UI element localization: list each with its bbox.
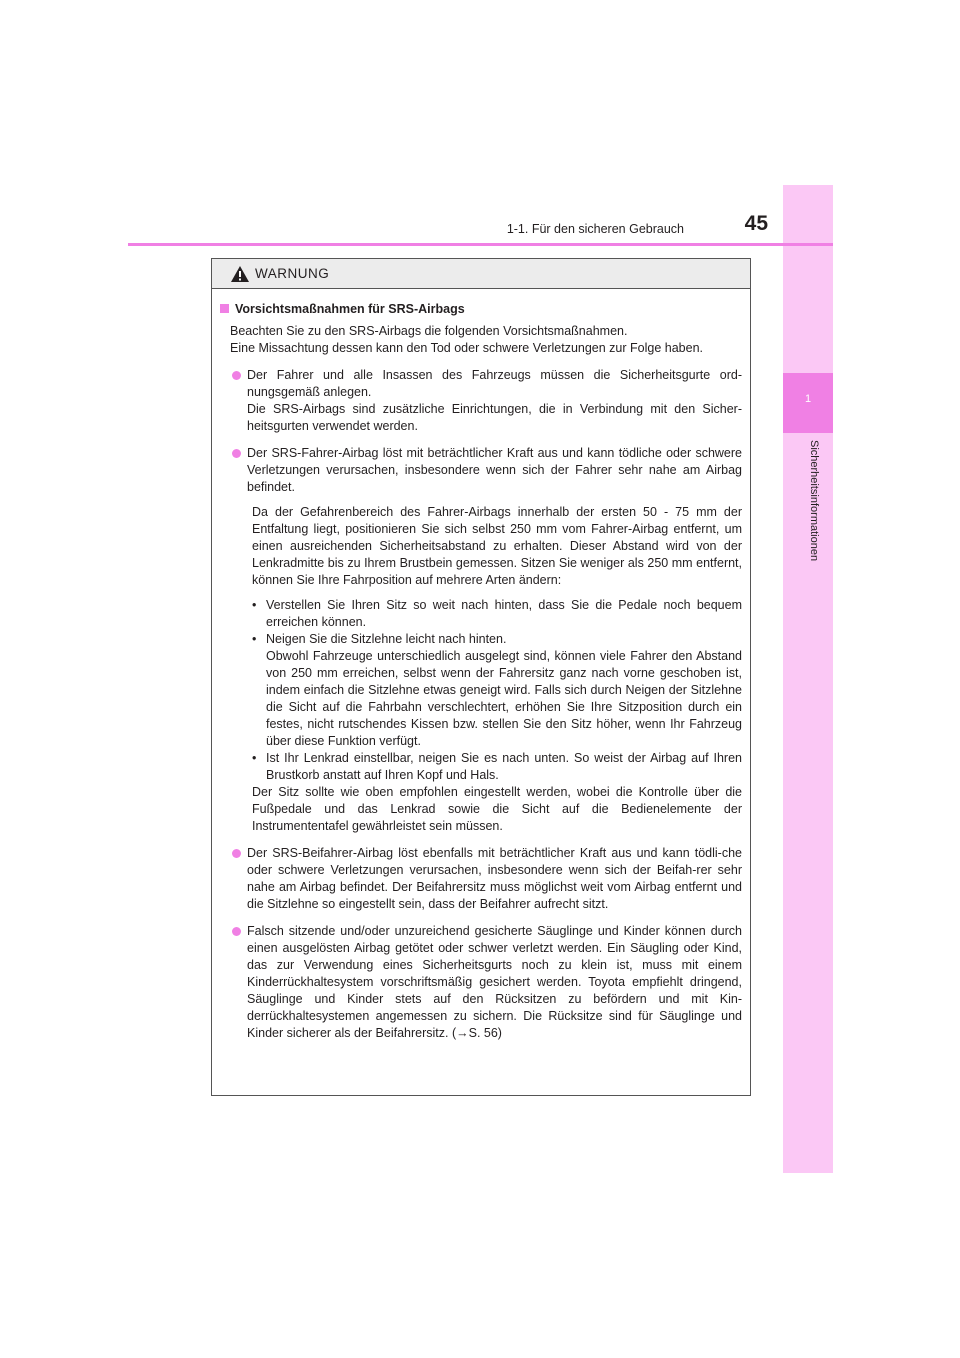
heading-text: Vorsichtsmaßnahmen für SRS-Airbags	[235, 302, 465, 316]
bullet-dot-icon	[232, 849, 241, 858]
warning-heading	[220, 301, 742, 318]
bullet-1a-text: Der Fahrer und alle Insassen des Fahrzeugs müssen die Sicherheitsgurte ord-nungsgemäß anlegen.	[247, 368, 742, 399]
square-bullet-icon	[220, 304, 229, 313]
bullet-dot-icon	[232, 449, 241, 458]
sub-list-item	[252, 597, 742, 631]
list-item	[220, 445, 742, 496]
sub-1-text: Verstellen Sie Ihren Sitz so weit nach hinten, dass Sie die Pedale noch bequem erreichen können.	[266, 598, 742, 629]
bullet-dot-icon	[232, 927, 241, 936]
warning-box	[211, 258, 751, 1096]
sub-bullet-mark: •	[252, 751, 257, 765]
intro-paragraph	[220, 323, 742, 357]
sub-3-text: Ist Ihr Lenkrad einstellbar, neigen Sie es nach unten. So weist der Airbag auf Ihren Brustkorb anstatt auf Ihren Kopf und Hals.	[266, 751, 742, 782]
warning-title: WARNUNG	[255, 266, 330, 281]
warning-header	[212, 259, 750, 289]
bullet-3-text: Der SRS-Beifahrer-Airbag löst ebenfalls mit beträchtlicher Kraft aus und kann tödli-che oder schwere Verletzungen verursachen, insbesondere wenn sich der Beifah-rer sehr nahe am Airbag befindet. Der Beifahrersitz muss möglichst weit vom Airbag entfernt und die Sitzlehne so eingestellt sein, dass der Beifahrer aufrecht sitzt.	[247, 846, 742, 911]
bullet-4-text: Falsch sitzende und/oder unzureichend gesicherte Säuglinge und Kinder können durch einen ausgelösten Airbag getötet oder schwer verletzt werden. Ein Säugling oder Kind, das zur Verwendung eines Sicherheitsgurts noch zu klein ist, muss mit einem Kinderrückhaltesystem vorschriftsmäßig gesichert werden. Toyota empfiehlt dringend, Säuglinge und Kinder stets auf den Rücksitzen zu befördern und mit Kin-derrückhaltesystemen angemessen zu sichern. Die Rücksitze sind für Säuglinge und Kinder sicherer als der Beifahrersitz. (→S. 56)	[247, 924, 742, 1040]
intro-line-1: Beachten Sie zu den SRS-Airbags die folgenden Vorsichtsmaßnahmen.	[230, 324, 628, 338]
list-item	[220, 845, 742, 913]
bullet-1b-text: Die SRS-Airbags sind zusätzliche Einrichtungen, die in Verbindung mit den Sicher-heitsgurten verwendet werden.	[247, 402, 742, 433]
list-item	[220, 367, 742, 435]
warning-content	[212, 289, 750, 1042]
page-number: 45	[744, 212, 768, 235]
header-rule	[128, 243, 833, 246]
sub-list-item	[252, 750, 742, 784]
warning-triangle-icon	[230, 265, 250, 283]
section-title: 1-1. Für den sicheren Gebrauch	[506, 222, 684, 236]
side-tab-label: Sicherheitsinformationen	[808, 440, 820, 562]
side-tab-number: 1	[783, 373, 833, 433]
sub-bullet-mark: •	[252, 598, 257, 612]
bullet-2-text: Der SRS-Fahrer-Airbag löst mit beträchtlicher Kraft aus und kann tödliche oder schwere Verletzungen verursachen, insbesondere wenn sich der Fahrer sehr nahe am Airbag befindet.	[247, 446, 742, 494]
sub-bullet-mark: •	[252, 632, 257, 646]
sub-2b-text: Obwohl Fahrzeuge unterschiedlich ausgelegt sind, können viele Fahrer den Abstand von 250 mm erreichen, selbst wenn der Fahrersitz ganz nach vorne geschoben ist, indem einfach die Sitzlehne etwas geneigt wird. Falls sich durch Neigen der Sitzlehne die Sicht auf die Fahrbahn verschlechtert, erhöhen Sie Ihre Sitzposition durch ein festes, nicht rutschendes Kissen bzw. stellen Sie den Sitz höher, wenn Ihr Fahrzeug über diese Funktion verfügt.	[266, 649, 742, 748]
sub-list-item	[252, 631, 742, 750]
bullet-2-paragraph: Da der Gefahrenbereich des Fahrer-Airbags innerhalb der ersten 50 - 75 mm der Entfaltung liegt, positionieren Sie sich selbst 250 mm vom Fahrer-Airbag entfernt, um einen ausreichenden Sicherheitsabstand zu erhalten. Dieser Abstand wird von der Lenkradmitte bis zu Ihrem Brustbein gemessen. Sitzen Sie weniger als 250 mm entfernt, können Sie Ihre Fahrposition auf mehrere Arten ändern:	[252, 505, 742, 587]
list-item	[220, 923, 742, 1042]
side-tab	[783, 185, 833, 1173]
sub-2a-text: Neigen Sie die Sitzlehne leicht nach hinten.	[266, 632, 507, 646]
intro-line-2: Eine Missachtung dessen kann den Tod oder schwere Verletzungen zur Folge haben.	[230, 341, 703, 355]
bullet-2-note: Der Sitz sollte wie oben empfohlen eingestellt werden, wobei die Kontrolle über die Fußpedale und das Lenkrad sowie die Sicht auf die Bedienelemente der Instrumententafel gewährleistet sein müssen.	[252, 785, 742, 833]
bullet-dot-icon	[232, 371, 241, 380]
